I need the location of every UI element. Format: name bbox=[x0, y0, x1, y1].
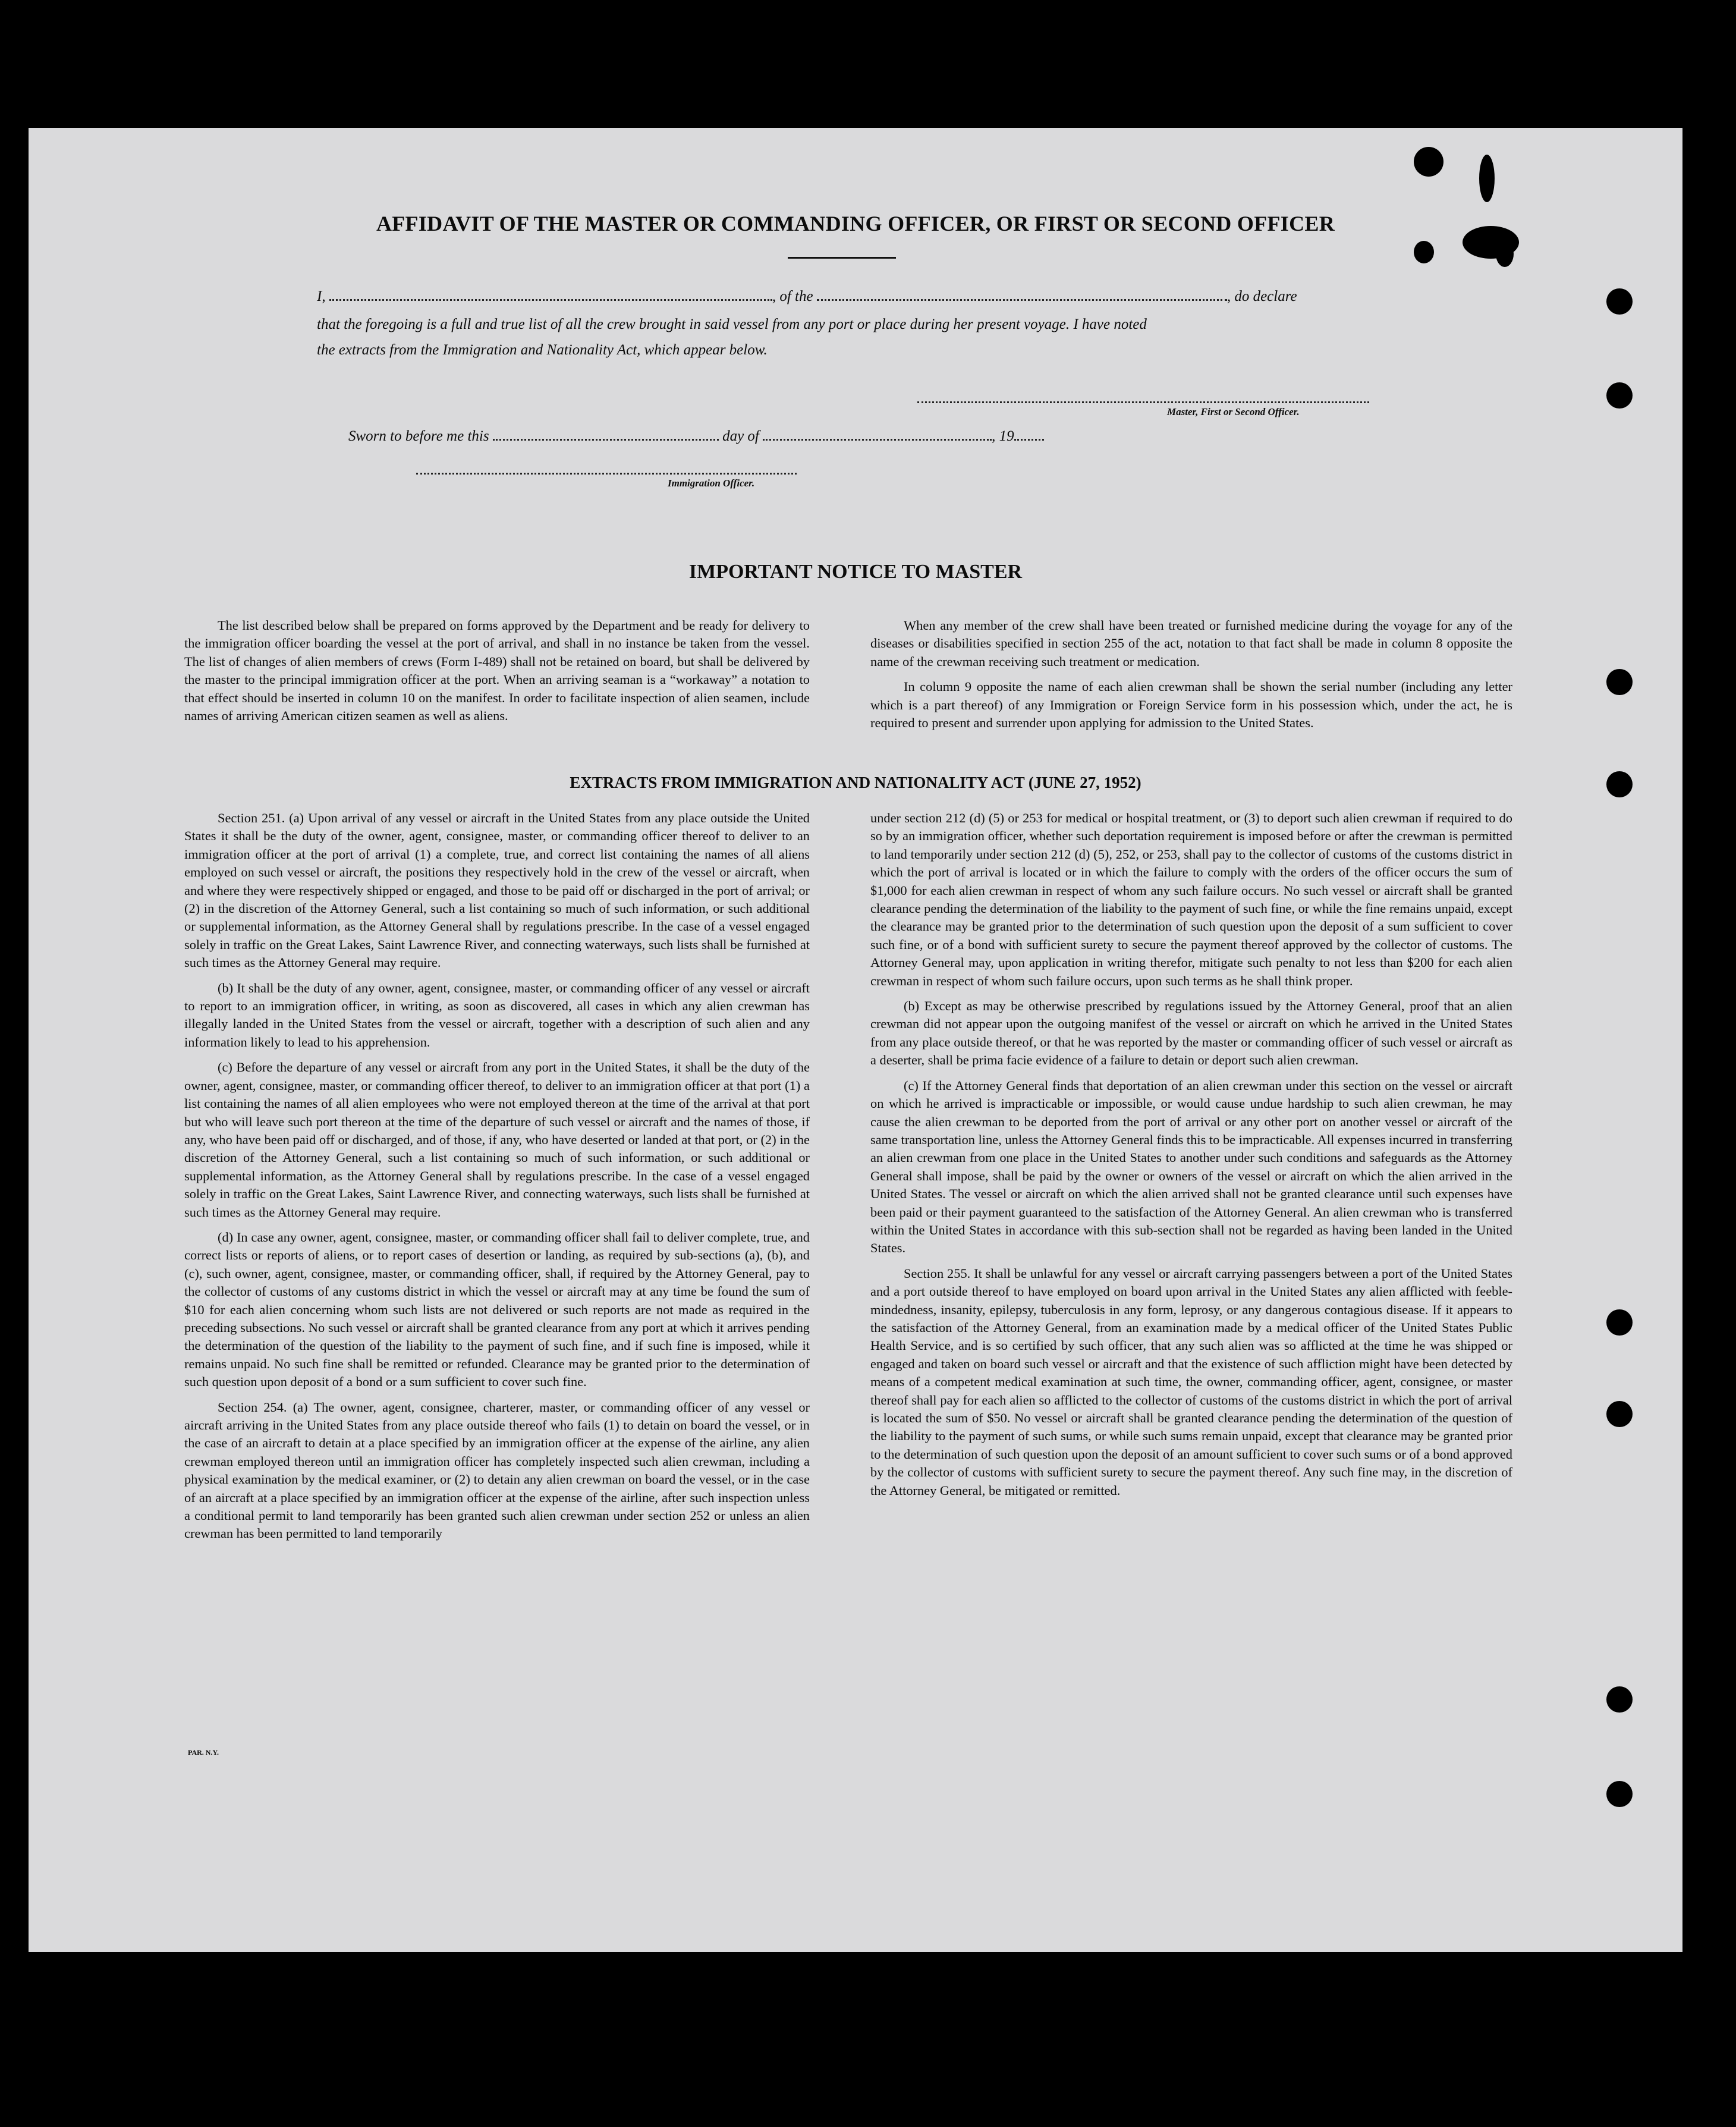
sworn-day-field[interactable] bbox=[493, 436, 719, 441]
declaration-line bbox=[317, 288, 1297, 305]
day-of-label: day of bbox=[722, 428, 759, 444]
notice-right-column bbox=[870, 617, 1512, 739]
binder-hole bbox=[1606, 669, 1633, 695]
officer-signature-line[interactable] bbox=[416, 473, 797, 475]
ink-blot bbox=[1496, 241, 1514, 267]
extracts-left-column bbox=[184, 809, 810, 1550]
binder-hole bbox=[1606, 288, 1633, 315]
section-paragraph: Section 255. It shall be unlawful for any vessel or aircraft carrying passengers between a port of the United States and a port outside thereof to have employed on board upon arrival in the United States any alien afflicted with feeble-mindedness, insanity, epilepsy, tuberculosis in any form, leprosy, or any dangerous contagious disease. If it appears to the satisfaction of the Attorney General, from an examination made by a medical officer of the United States Public Health Service, and is so certified by such officer, that any such alien was so afflicted at the time he was shipped or engaged and taken on board such vessel or aircraft and that the existence of such affliction might have been detected by means of a competent medical examination at such time, the owner, commanding officer, agent, consignee, or master thereof shall pay for each alien so afflicted to the collector of customs of the customs district in which the port of arrival is located the sum of $50. No vessel or aircraft shall be granted clearance pending the determination of the question of the liability to the payment of such sums, or while such sums remain unpaid, except that clearance may be granted prior to the determination of such question upon the deposit of an amount sufficient to cover such sums or of a bond approved by the collector of customs with sufficient surety to secure the payment thereof. Any such fine may, in the discretion of the Attorney General, be mitigated or remitted. bbox=[870, 1265, 1512, 1498]
ink-blot bbox=[1414, 241, 1434, 263]
sworn-month-field[interactable] bbox=[763, 436, 992, 441]
binder-hole bbox=[1606, 1401, 1633, 1427]
notice-left-column bbox=[184, 617, 810, 732]
section-paragraph: Section 251. (a) Upon arrival of any vessel or aircraft in the United States from any place outside the United States it shall be the duty of the owner, agent, consignee, master, or commanding officer thereof to deliver to an immigration officer at the port of arrival (1) a complete, true, and correct list containing the names of all aliens employed on such vessel or aircraft, the positions they respectively hold in the crew of the vessel or aircraft, when and where they were respectively shipped or engaged, and those to be paid off or discharged in the port of arrival; or (2) in the discretion of the Attorney General, such a list containing so much of such information, or such additional or supplemental information, as the Attorney General shall by regulations prescribe. In the case of a vessel engaged solely in traffic on the Great Lakes, Saint Lawrence River, and connecting waterways, such lists shall be furnished at such times as the Attorney General may require. bbox=[184, 810, 810, 970]
year-label: , 19 bbox=[992, 428, 1014, 444]
declaration-text-line3: the extracts from the Immigration and Nationality Act, which appear below. bbox=[317, 342, 768, 358]
master-signature-line[interactable] bbox=[917, 401, 1369, 403]
notice-title: IMPORTANT NOTICE TO MASTER bbox=[688, 561, 1023, 583]
binder-hole bbox=[1606, 1686, 1633, 1713]
extracts-right-column bbox=[870, 809, 1512, 1507]
notice-paragraph: The list described below shall be prepared on forms approved by the Department and be ready for delivery to the immigration officer boarding the vessel at the port of arrival, and shall in no instance be taken from the vessel. The list of changes of alien members of crews (Form I-489) shall not be retained on board, but shall be delivered by the master to the principal immigration officer at the port. When an arriving seaman is a “workaway” a notation to that effect should be inserted in column 10 on the manifest. In order to facilitate inspection of alien seamen, include names of arriving American citizen seamen as well as aliens. bbox=[184, 618, 810, 724]
binder-hole bbox=[1606, 382, 1633, 409]
officer-signature-label: Immigration Officer. bbox=[668, 477, 755, 489]
section-paragraph: Section 254. (a) The owner, agent, consignee, charterer, master, or commanding officer of any vessel or aircraft arriving in the United States from any place outside thereof who fails (1) to detain on board the vessel, or in the case of an aircraft to detain at a place specified by an immigration officer at the expense of the airline, any alien crewman employed thereon until an immigration officer has completely inspected such alien crewman, including a physical examination by the medical examiner, or (2) to detain any alien crewman on board the vessel, or in the case of an aircraft at a place specified by an immigration officer at the expense of the airline, after such inspection unless a conditional permit to land temporarily has been granted such alien crewman under section 252 or unless an alien crewman has been permitted to land temporarily bbox=[184, 1399, 810, 1541]
sworn-line bbox=[348, 428, 1044, 445]
vessel-name-field[interactable] bbox=[817, 297, 1227, 301]
sworn-year-field[interactable] bbox=[1014, 436, 1044, 441]
section-paragraph: (b) Except as may be otherwise prescribed by regulations issued by the Attorney General, proof that an alien crewman did not appear upon the outgoing manifest of the vessel or aircraft on which he arrived in the United States from any place outside thereof, or that he was reported by the master or commanding officer of such vessel or aircraft as a deserter, shall be prima facie evidence of a failure to detain or deport such alien crewman. bbox=[870, 998, 1512, 1068]
printer-mark: PAR. N.Y. bbox=[188, 1748, 219, 1757]
do-declare-label: , do declare bbox=[1226, 288, 1297, 304]
affidavit-title: AFFIDAVIT OF THE MASTER OR COMMANDING OFFICER, OR FIRST OR SECOND OFFICER bbox=[376, 212, 1335, 235]
notice-paragraph: In column 9 opposite the name of each alien crewman shall be shown the serial number (including any letter which is a part thereof) of any Immigration or Foreign Service form in his possession which, under the act, he is required to present and surrender upon applying for admission to the United States. bbox=[870, 679, 1512, 731]
of-the-label: , of the bbox=[772, 288, 813, 304]
section-paragraph: under section 212 (d) (5) or 253 for medical or hospital treatment, or (3) to deport such alien crewman if required to do so by an immigration officer, whether such deportation requirement is imposed before or after the crewman is permitted to land temporarily under section 212 (d) (5), 252, or 253, shall pay to the collector of customs of the customs district in which the port of arrival is located or in which the failure to comply with the orders of the officer occurs the sum of $1,000 for each alien crewman in respect of whom any such failure occurs. No such vessel or aircraft shall be granted clearance pending the determination of the liability to the payment of such fine, or while the fine remains unpaid, except the clearance may be granted prior to the determination of such question upon the deposit of a sum sufficient to cover such fine, or of a bond with sufficient surety to secure the payment thereof approved by the collector of customs. The Attorney General may, upon application in writing therefor, mitigate such penalty to not less than $200 for each alien crewman in respect of whom such failure occurs, upon such terms as he shall think proper. bbox=[870, 810, 1512, 988]
ink-blot bbox=[1414, 147, 1443, 177]
declarant-name-field[interactable] bbox=[329, 297, 772, 301]
binder-hole bbox=[1606, 771, 1633, 797]
section-paragraph: (d) In case any owner, agent, consignee, master, or commanding officer shall fail to deliver complete, true, and correct lists or reports of aliens, or to report cases of desertion or landing, as required by sub-sections (a), (b), and (c), such owner, agent, consignee, master, or commanding officer, shall, if required by the Attorney General, pay to the collector of customs of any customs district in which the vessel or aircraft may at any time be found the sum of $10 for each alien concerning whom such lists are not delivered or such reports are not made as required in the preceding subsections. No such vessel or aircraft shall be granted clearance from any port at which it arrives pending the determination of the question of the liability to the payment of such fine, and if such fine is imposed, while it remains unpaid. No such fine shall be remitted or refunded. Clearance may be granted prior to the determination of such question upon deposit of a bond or a sum sufficient to cover such fine. bbox=[184, 1229, 810, 1390]
extracts-title: EXTRACTS FROM IMMIGRATION AND NATIONALITY ACT (JUNE 27, 1952) bbox=[570, 774, 1141, 791]
declaration-text-line2: that the foregoing is a full and true list of all the crew brought in said vessel from any port or place during her present voyage. I have noted bbox=[317, 316, 1147, 332]
master-signature-label: Master, First or Second Officer. bbox=[1167, 406, 1300, 417]
binder-hole bbox=[1606, 1781, 1633, 1807]
form-page bbox=[29, 128, 1682, 1952]
section-paragraph: (c) If the Attorney General finds that deportation of an alien crewman under this section on the vessel or aircraft on which he arrived is impracticable or impossible, or would cause undue hardship to such alien crewman, he may cause the alien crewman to be deported from the port of arrival or any other port on another vessel or aircraft of the same transportation line, unless the Attorney General finds this to be impracticable. All expenses incurred in transferring an alien crewman from one place in the United States to another under such conditions and safeguards as the Attorney General shall impose, shall be paid by the owner or owners of the vessel or aircraft on which the alien arrived in the United States. The vessel or aircraft on which the alien arrived shall not be granted clearance until such expenses have been paid or their payment guaranteed to the satisfaction of the Attorney General. An alien crewman who is transferred within the United States in accordance with this sub-section shall not be regarded as having been landed in the United States. bbox=[870, 1077, 1512, 1256]
section-paragraph: (c) Before the departure of any vessel or aircraft from any port in the United States, it shall be the duty of the owner, agent, consignee, master, or commanding officer thereof, to deliver to an immigration officer at that port (1) a list containing the names of all alien employees who were not employed thereon at the time of the arrival at that port but who will leave such port thereon at the time of the departure of such vessel or aircraft and the names of those, if any, who have been paid off or discharged, and of those, if any, who have deserted or landed at that port, or (2) in the discretion of the Attorney General, such a list containing so much of such information, or such additional or supplemental information, as the Attorney General shall by regulations prescribe. In the case of a vessel engaged solely in traffic on the Great Lakes, Saint Lawrence River, and connecting waterways, such lists shall be furnished at such times as the Attorney General may require. bbox=[184, 1060, 810, 1220]
binder-hole bbox=[1606, 1309, 1633, 1336]
notice-paragraph: When any member of the crew shall have been treated or furnished medicine during the voyage for any of the diseases or disabilities specified in section 255 of the act, notation to that fact shall be made in column 8 opposite the name of the crewman receiving such treatment or medication. bbox=[870, 618, 1512, 669]
section-paragraph: (b) It shall be the duty of any owner, agent, consignee, master, or commanding officer of any vessel or aircraft to report to an immigration officer, in writing, as soon as discovered, all cases in which any alien crewman has illegally landed in the United States from the vessel or aircraft, together with a description of such alien and any information likely to lead to his apprehension. bbox=[184, 980, 810, 1050]
declarant-prefix: I, bbox=[317, 288, 326, 304]
title-rule bbox=[788, 257, 896, 259]
ink-blot bbox=[1479, 155, 1495, 202]
sworn-label: Sworn to before me this bbox=[348, 428, 489, 444]
